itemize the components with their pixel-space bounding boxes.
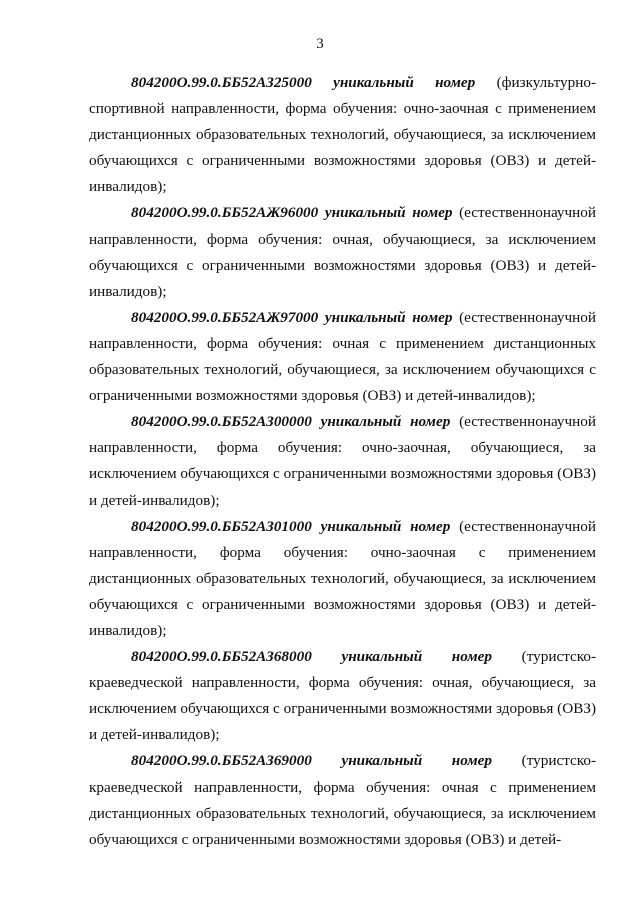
service-code-number: 804200О.99.0.ББ52АЗ00000 bbox=[131, 413, 312, 431]
service-description: (естественнонаучной направленности, форма обучения: очная, обучающиеся, за исключением обучающихся с ограниченными возможностями здоровья (ОВЗ) и детей-инвалидов); bbox=[89, 204, 597, 300]
service-code-label: уникальный номер bbox=[324, 204, 453, 222]
service-entry bbox=[89, 514, 596, 644]
service-code-label: уникальный номер bbox=[324, 308, 453, 326]
service-code bbox=[131, 518, 450, 535]
service-entry bbox=[89, 200, 596, 304]
service-code-number: 804200О.99.0.ББ52АЗ01000 bbox=[131, 517, 312, 535]
service-description: (естественнонаучной направленности, форма обучения: очно-заочная с применением дистанционных образовательных технологий, обучающиеся, за исключением обучающихся с ограниченными возможностями здоровья (ОВЗ) и детей-инвалидов); bbox=[89, 517, 597, 639]
service-code bbox=[131, 309, 452, 326]
service-code bbox=[131, 204, 452, 221]
service-code bbox=[131, 413, 450, 430]
service-code-label: уникальный номер bbox=[320, 517, 451, 535]
page-number: 3 bbox=[316, 36, 324, 52]
service-description: (естественнонаучной направленности, форма обучения: очная с применением дистанционных образовательных технологий, обучающиеся, за исключением обучающихся с ограниченными возможностями здоровья (ОВЗ) и детей-инвалидов); bbox=[89, 308, 597, 405]
service-entry bbox=[89, 409, 596, 513]
service-code-number: 804200О.99.0.ББ52АЖ97000 bbox=[131, 308, 319, 326]
service-entry bbox=[89, 70, 596, 200]
service-description: (физкультурно-спортивной направленности, форма обучения: очно-заочная с применением дистанционных образовательных технологий, обучающиеся, за исключением обучающихся с ограниченными возможностями здоровья (ОВЗ) и детей-инвалидов); bbox=[89, 74, 597, 196]
service-entry bbox=[89, 644, 596, 748]
service-entry bbox=[89, 305, 596, 409]
service-description: (туристско-краеведческой направленности, форма обучения: очная, обучающиеся, за исключением обучающихся с ограниченными возможностями здоровья (ОВЗ) и детей-инвалидов); bbox=[89, 648, 597, 744]
service-code-number: 804200О.99.0.ББ52АЗ69000 bbox=[131, 752, 312, 770]
service-code-label: уникальный номер bbox=[320, 413, 451, 431]
service-code-number: 804200О.99.0.ББ52АЗ68000 bbox=[131, 648, 312, 666]
service-code bbox=[131, 752, 492, 769]
service-description: (естественнонаучной направленности, форма обучения: очно-заочная, обучающиеся, за исключением обучающихся с ограниченными возможностями здоровья (ОВЗ) и детей-инвалидов); bbox=[89, 413, 597, 509]
service-code-label: уникальный номер bbox=[333, 74, 476, 91]
service-code-label: уникальный номер bbox=[341, 648, 492, 666]
service-code-number: 804200О.99.0.ББ52АЗ25000 bbox=[131, 74, 312, 91]
document-body bbox=[89, 70, 596, 853]
service-code-label: уникальный номер bbox=[341, 752, 492, 770]
service-description: (туристско-краеведческой направленности, форма обучения: очная с применением дистанционных образовательных технологий, обучающиеся, за исключением обучающихся с ограниченными возможностями здоровья (ОВЗ) и детей- bbox=[89, 752, 597, 848]
service-code bbox=[131, 648, 492, 665]
service-entry bbox=[89, 748, 596, 852]
service-code-number: 804200О.99.0.ББ52АЖ96000 bbox=[131, 204, 319, 222]
service-code bbox=[131, 74, 475, 91]
